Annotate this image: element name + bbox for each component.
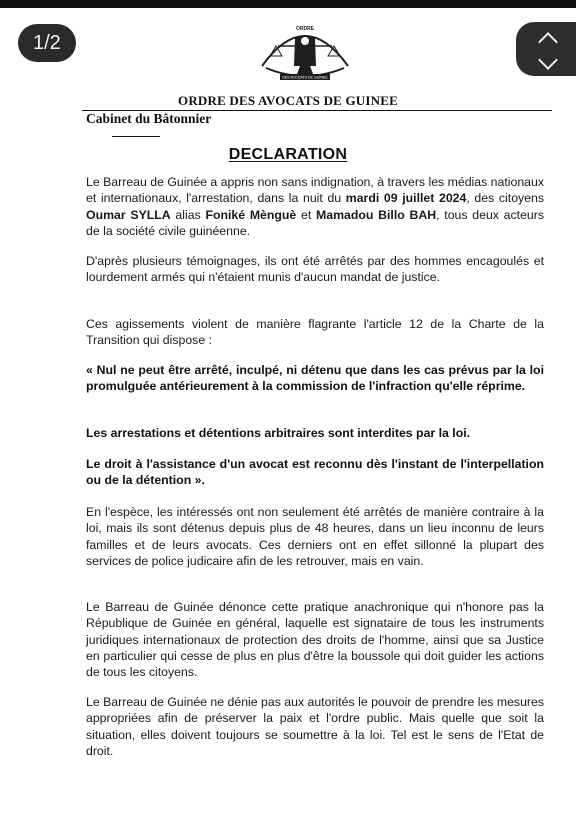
paragraph-2: D'après plusieurs témoignages, ils ont été arrêtés par des hommes encagoulés et lourdement armés qui n'étaient munis d'aucun mandat de justice. (86, 254, 544, 285)
chevron-down-icon[interactable] (538, 50, 558, 70)
p1-alias: Foniké Mènguè (205, 207, 297, 222)
chevron-up-icon[interactable] (538, 32, 558, 52)
page-counter: 1/2 (18, 24, 76, 62)
paragraph-8: Le Barreau de Guinée dénonce cette pratique anachronique qui n'honore pas la République de Guinée en général, laquelle est signataire de tous les instruments juridiques internationaux de protection des droits de l'homme, ainsi que sa Justice en particulier qui cesse de plus en plus d'être la boussole qui doit guider les actions de tous les citoyens. (86, 600, 544, 680)
p1-date: mardi 09 juillet 2024 (345, 191, 467, 206)
paragraph-7: En l'espèce, les intéressés ont non seulement été arrêtés de manière contraire à la loi, mais ils sont détenus depuis plus de 48 heures, dans un lieu inconnu de leurs familles et de leurs avocats. Ces derniers ont en effet sillonné la plupart des services de police judicaire afin de les retrouver, mais en vain. (86, 505, 544, 568)
quote-paragraph-1: « Nul ne peut être arrêté, inculpé, ni détenu que dans les cas prévus par la loi promulguée antérieurement à la commission de l'infraction qu'elle réprime. (86, 363, 544, 394)
cabinet-underline (112, 136, 160, 137)
p1-text-i: , tous deux acteurs de la société civile guinéenne. (86, 207, 545, 238)
quote-paragraph-2: Les arrestations et détentions arbitraires sont interdites par la loi. (86, 426, 471, 440)
cabinet-label: Cabinet du Bâtonnier (86, 111, 212, 126)
page-nav-button[interactable] (516, 22, 576, 76)
org-name: ORDRE DES AVOCATS DE GUINEE (178, 93, 398, 108)
p1-name-2: Mamadou Billo BAH (316, 207, 437, 222)
p1-text-c: , des citoyens (466, 191, 545, 206)
quote-paragraph-3: Le droit à l'assistance d'un avocat est reconnu dès l'instant de l'interpellation ou de la détention ». (86, 457, 544, 488)
paragraph-3: Ces agissements violent de manière flagrante l'article 12 de la Charte de la Transition qui dispose : (86, 317, 544, 348)
p1-name-1: Oumar SYLLA (86, 207, 171, 222)
document-title (0, 146, 576, 164)
paragraph-1 (86, 174, 544, 239)
svg-text:ORDRE: ORDRE (295, 26, 315, 32)
paragraph-9: Le Barreau de Guinée ne dénie pas aux autorités le pouvoir de prendre les mesures appropriées afin de préserver la paix et l'ordre public. Mais quelle que soit la situation, elles doivent toujours se soumettre à la loi. Tel est le sens de l'Etat de droit. (86, 695, 545, 758)
p1-text-g: et (296, 207, 317, 222)
top-edge-bar (0, 0, 576, 8)
p1-text-e: alias (170, 207, 206, 222)
document-title-text: DECLARATION (228, 146, 348, 163)
bar-association-logo (250, 16, 360, 88)
svg-text:DES AVOCATS DE GUINEE: DES AVOCATS DE GUINEE (282, 75, 328, 80)
p1-text-a: Le Barreau de Guinée a appris non sans indignation, à travers les médias nationaux et internationaux, l'arrestation, dans la nuit du (86, 175, 545, 206)
